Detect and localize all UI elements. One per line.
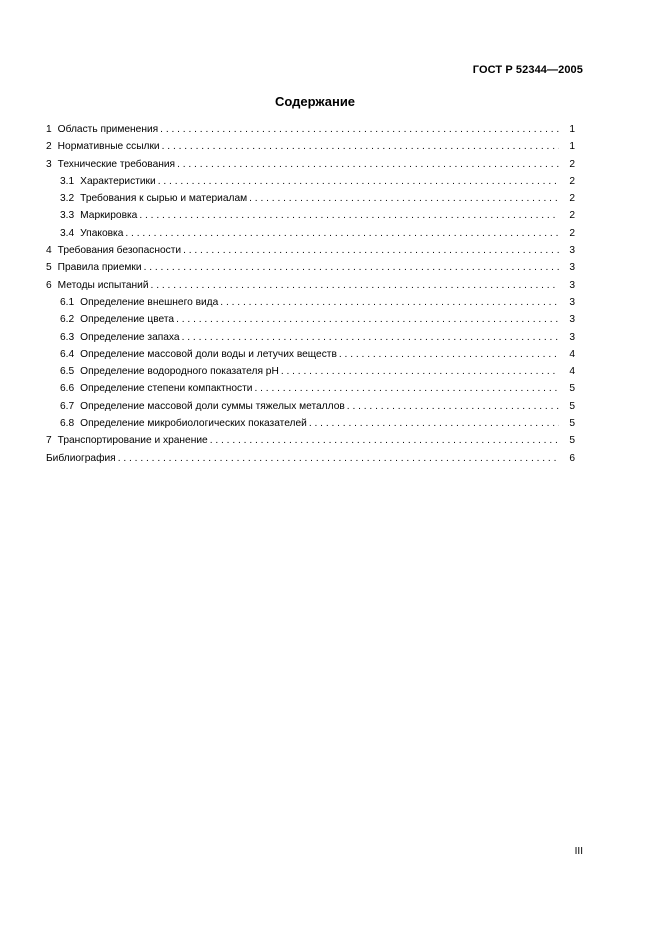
toc-entry[interactable] <box>46 121 575 138</box>
toc-dot-leader <box>220 294 559 311</box>
toc-dot-leader <box>309 415 559 432</box>
toc-dot-leader <box>281 363 559 380</box>
toc-entry-text: Определение микробиологических показателей <box>80 418 307 430</box>
toc-entry-number: 6 <box>46 279 52 291</box>
toc-entry-text: Требования к сырью и материалам <box>80 193 248 205</box>
toc-entry-text: Транспортирование и хранение <box>57 435 208 447</box>
toc-entry-page: 5 <box>569 418 575 430</box>
toc-dot-leader <box>182 329 559 346</box>
toc-entry-number: 7 <box>46 435 52 447</box>
toc-entry-page: 3 <box>569 331 575 343</box>
toc-dot-leader <box>158 173 559 190</box>
toc-entry-number: 3.1 <box>60 175 75 187</box>
toc-entry-page: 3 <box>569 279 575 291</box>
toc-dot-leader <box>176 311 559 328</box>
toc-dot-leader <box>183 242 559 259</box>
toc-dot-leader <box>139 207 559 224</box>
toc-entry-page: 2 <box>569 175 575 187</box>
toc-title: Содержание <box>274 94 356 109</box>
toc-entry-number: 6.1 <box>60 296 75 308</box>
toc-entry-label <box>46 277 151 294</box>
toc-entry-text: Определение массовой доли воды и летучих веществ <box>80 348 337 360</box>
toc-entry-label <box>46 432 210 449</box>
toc-dot-leader <box>118 450 559 467</box>
toc-entry-label <box>60 225 125 242</box>
toc-entry[interactable] <box>46 311 575 328</box>
toc-entry-number: 3.4 <box>60 227 75 239</box>
toc-entry-text: Область применения <box>57 124 159 135</box>
toc-dot-leader <box>177 156 559 173</box>
toc-entry-label <box>60 294 220 311</box>
toc-entry[interactable] <box>46 415 575 432</box>
toc-entry-text: Определение запаха <box>80 331 180 343</box>
toc-entry-label <box>46 138 162 155</box>
toc-entry-text: Библиография <box>46 452 116 464</box>
toc-entry[interactable] <box>46 432 575 449</box>
toc-entry-label <box>60 398 347 415</box>
toc-dot-leader <box>151 277 559 294</box>
toc-entry-page: 5 <box>569 383 575 395</box>
page-number: III <box>574 846 583 857</box>
toc-entry[interactable] <box>46 156 575 173</box>
toc-entry[interactable] <box>46 363 575 380</box>
toc-entry-label <box>60 329 182 346</box>
toc-dot-leader <box>254 380 559 397</box>
document-code: ГОСТ Р 52344—2005 <box>472 64 583 76</box>
toc-dot-leader <box>162 138 559 155</box>
toc-entry-text: Определение водородного показателя pH <box>80 366 279 378</box>
toc-entry-text: Определение внешнего вида <box>80 296 219 308</box>
toc-entry-text: Определение массовой доли суммы тяжелых металлов <box>80 400 345 412</box>
toc-entry-label <box>46 156 177 173</box>
toc-entry-number: 6.2 <box>60 314 75 326</box>
toc-entry-page: 2 <box>569 158 575 170</box>
toc-entry-number: 3 <box>46 158 52 170</box>
toc-entry[interactable] <box>46 346 575 363</box>
toc-dot-leader <box>125 225 559 242</box>
toc-entry-number: 6.3 <box>60 331 75 343</box>
toc-entry-label <box>46 121 160 138</box>
toc-entry-page: 2 <box>569 210 575 222</box>
toc-entry-number: 1 <box>46 124 52 135</box>
toc-entry[interactable] <box>46 242 575 259</box>
toc-entry-text: Определение цвета <box>80 314 175 326</box>
toc-entry-label <box>60 380 254 397</box>
toc-entry-number: 6.6 <box>60 383 75 395</box>
toc-entry-page: 5 <box>569 435 575 447</box>
toc-entry-text: Определение степени компактности <box>80 383 253 395</box>
toc-entry-number: 3.2 <box>60 193 75 205</box>
toc-entry-label <box>60 311 176 328</box>
toc-entry[interactable] <box>46 173 575 190</box>
toc-entry-page: 3 <box>569 314 575 326</box>
toc-entry-label <box>60 173 158 190</box>
toc-entry-page: 1 <box>569 141 575 153</box>
toc-dot-leader <box>144 259 559 276</box>
toc-dot-leader <box>249 190 559 207</box>
toc-entry-page: 2 <box>569 227 575 239</box>
toc-dot-leader <box>210 432 559 449</box>
toc-entry-label <box>60 346 339 363</box>
toc-entry-label <box>60 363 281 380</box>
toc-entry-text: Упаковка <box>80 227 124 239</box>
toc-entry-page: 4 <box>569 366 575 378</box>
toc-entry[interactable] <box>46 207 575 224</box>
toc-entry-page: 3 <box>569 296 575 308</box>
toc-entry-number: 6.5 <box>60 366 75 378</box>
toc-entry-label <box>60 190 249 207</box>
table-of-contents <box>46 121 575 467</box>
toc-entry-page: 6 <box>569 452 575 464</box>
toc-entry-page: 2 <box>569 193 575 205</box>
toc-entry-label <box>46 450 118 467</box>
toc-entry-text: Маркировка <box>80 210 138 222</box>
toc-entry-page: 1 <box>569 124 575 135</box>
toc-entry-text: Нормативные ссылки <box>57 141 160 153</box>
toc-entry-text: Методы испытаний <box>57 279 149 291</box>
toc-entry[interactable] <box>46 294 575 311</box>
toc-entry[interactable] <box>46 450 575 467</box>
toc-entry[interactable] <box>46 190 575 207</box>
toc-entry-number: 6.7 <box>60 400 75 412</box>
toc-entry-page: 3 <box>569 262 575 274</box>
toc-entry-number: 5 <box>46 262 52 274</box>
toc-entry[interactable] <box>46 277 575 294</box>
toc-entry-number: 6.8 <box>60 418 75 430</box>
toc-entry-number: 3.3 <box>60 210 75 222</box>
toc-entry-number: 4 <box>46 245 52 257</box>
toc-entry-text: Правила приемки <box>57 262 142 274</box>
toc-entry-page: 3 <box>569 245 575 257</box>
toc-entry-text: Требования безопасности <box>57 245 182 257</box>
toc-dot-leader <box>339 346 559 363</box>
toc-entry-number: 6.4 <box>60 348 75 360</box>
toc-entry-text: Характеристики <box>80 175 156 187</box>
toc-entry-page: 5 <box>569 400 575 412</box>
toc-entry[interactable] <box>46 225 575 242</box>
toc-entry[interactable] <box>46 259 575 276</box>
toc-entry[interactable] <box>46 138 575 155</box>
toc-entry-text: Технические требования <box>57 158 176 170</box>
toc-entry-label <box>60 415 309 432</box>
toc-dot-leader <box>347 398 559 415</box>
toc-dot-leader <box>160 121 559 138</box>
toc-entry[interactable] <box>46 329 575 346</box>
toc-entry[interactable] <box>46 398 575 415</box>
toc-entry-label <box>60 207 139 224</box>
toc-entry-number: 2 <box>46 141 52 153</box>
toc-entry[interactable] <box>46 380 575 397</box>
toc-entry-page: 4 <box>569 348 575 360</box>
toc-entry-label <box>46 242 183 259</box>
toc-entry-label <box>46 259 144 276</box>
